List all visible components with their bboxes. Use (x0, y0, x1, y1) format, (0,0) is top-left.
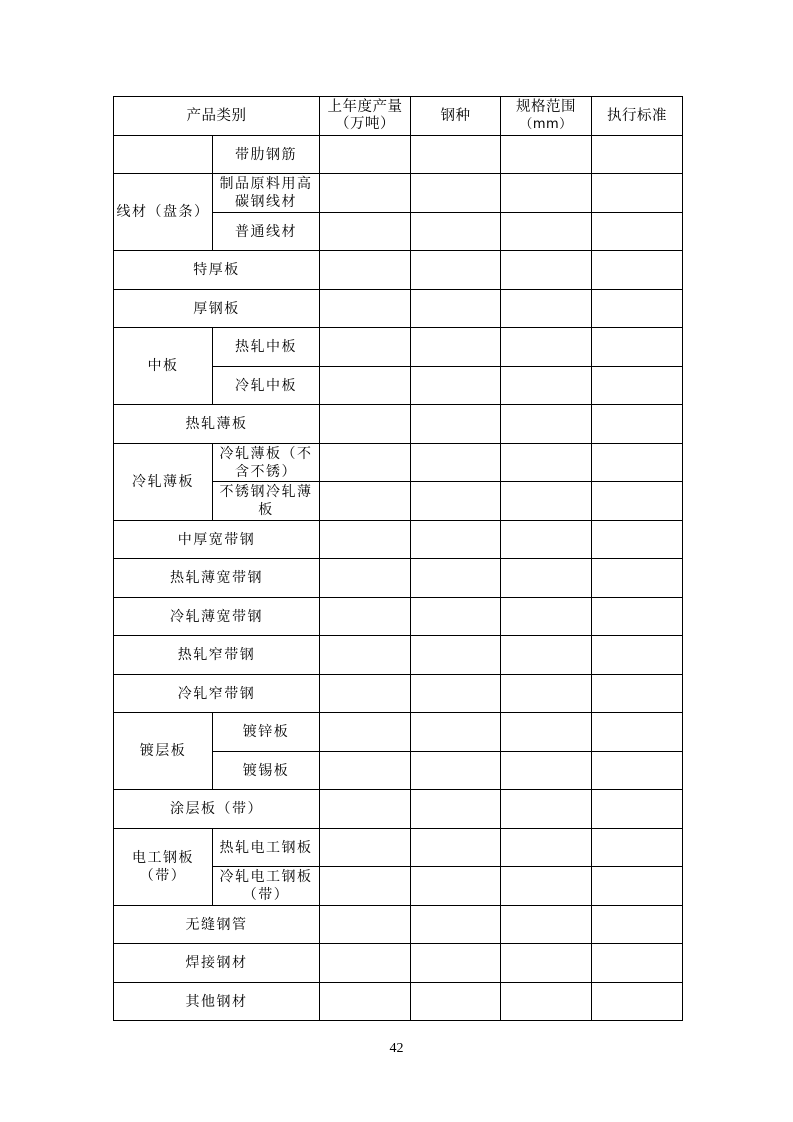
standard-cell (592, 944, 683, 983)
table-row (114, 174, 683, 213)
standard-cell (592, 251, 683, 290)
row-label: 热轧中板 (213, 328, 320, 367)
header-category: 产品类别 (114, 97, 320, 136)
standard-cell (592, 713, 683, 752)
header-spec-range-unit: （mm） (519, 117, 573, 132)
spec-range-cell (501, 290, 592, 328)
output-cell (320, 598, 411, 636)
steel-grade-cell (411, 983, 501, 1021)
standard-cell (592, 521, 683, 559)
output-cell (320, 290, 411, 328)
steel-grade-cell (411, 251, 501, 290)
steel-grade-cell (411, 944, 501, 983)
steel-products-table (113, 96, 683, 1021)
spec-range-cell (501, 559, 592, 598)
standard-cell (592, 328, 683, 367)
header-spec-range-title: 规格范围 (516, 99, 576, 115)
spec-range-cell (501, 983, 592, 1021)
spec-range-cell (501, 444, 592, 482)
standard-cell (592, 790, 683, 829)
output-cell (320, 636, 411, 675)
group-label: 中板 (114, 328, 213, 405)
steel-grade-cell (411, 444, 501, 482)
output-cell (320, 983, 411, 1021)
spec-range-cell (501, 944, 592, 983)
spec-range-cell (501, 906, 592, 944)
standard-cell (592, 559, 683, 598)
spec-range-cell (501, 213, 592, 251)
table-row (114, 559, 683, 598)
standard-cell (592, 367, 683, 405)
row-label: 镀锌板 (213, 713, 320, 752)
steel-grade-cell (411, 867, 501, 906)
output-cell (320, 213, 411, 251)
steel-grade-cell (411, 752, 501, 790)
steel-grade-cell (411, 136, 501, 174)
table-row (114, 521, 683, 559)
output-cell (320, 405, 411, 444)
table-row (114, 983, 683, 1021)
spec-range-cell (501, 790, 592, 829)
row-label: 中厚宽带钢 (114, 521, 320, 559)
standard-cell (592, 290, 683, 328)
standard-cell (592, 213, 683, 251)
standard-cell (592, 174, 683, 213)
output-cell (320, 251, 411, 290)
row-label: 冷轧窄带钢 (114, 675, 320, 713)
steel-grade-cell (411, 636, 501, 675)
spec-range-cell (501, 713, 592, 752)
output-cell (320, 174, 411, 213)
spec-range-cell (501, 482, 592, 521)
spec-range-cell (501, 367, 592, 405)
spec-range-cell (501, 867, 592, 906)
standard-cell (592, 829, 683, 867)
group-label: 电工钢板（带） (114, 829, 213, 906)
standard-cell (592, 482, 683, 521)
output-cell (320, 482, 411, 521)
row-label: 制品原料用高碳钢线材 (213, 174, 320, 213)
standard-cell (592, 906, 683, 944)
row-label: 镀锡板 (213, 752, 320, 790)
row-label: 热轧电工钢板 (213, 829, 320, 867)
row-label: 特厚板 (114, 251, 320, 290)
spec-range-cell (501, 251, 592, 290)
table-row (114, 598, 683, 636)
page-number: 42 (389, 1041, 404, 1056)
output-cell (320, 675, 411, 713)
steel-grade-cell (411, 367, 501, 405)
steel-grade-cell (411, 174, 501, 213)
table-row (114, 675, 683, 713)
table-row (114, 251, 683, 290)
standard-cell (592, 675, 683, 713)
steel-grade-cell (411, 790, 501, 829)
standard-cell (592, 444, 683, 482)
group-label: 线材（盘条） (114, 174, 213, 251)
steel-grade-cell (411, 290, 501, 328)
steel-grade-cell (411, 405, 501, 444)
output-cell (320, 829, 411, 867)
row-label: 无缝钢管 (114, 906, 320, 944)
standard-cell (592, 867, 683, 906)
table-row (114, 944, 683, 983)
header-steel-grade: 钢种 (411, 97, 501, 136)
row-label: 热轧窄带钢 (114, 636, 320, 675)
output-cell (320, 944, 411, 983)
row-label: 其他钢材 (114, 983, 320, 1021)
row-label: 热轧薄板 (114, 405, 320, 444)
steel-grade-cell (411, 829, 501, 867)
spec-range-cell (501, 174, 592, 213)
output-cell (320, 867, 411, 906)
spec-range-cell (501, 752, 592, 790)
output-cell (320, 444, 411, 482)
output-cell (320, 559, 411, 598)
row-label: 带肋钢筋 (213, 136, 320, 174)
row-label: 冷轧薄板（不含不锈） (213, 444, 320, 482)
table-row (114, 444, 683, 482)
output-cell (320, 752, 411, 790)
output-cell (320, 713, 411, 752)
spec-range-cell (501, 675, 592, 713)
standard-cell (592, 752, 683, 790)
steel-grade-cell (411, 598, 501, 636)
table-row (114, 906, 683, 944)
empty-group-cell (114, 136, 213, 174)
spec-range-cell (501, 136, 592, 174)
row-label: 冷轧薄宽带钢 (114, 598, 320, 636)
table-row (114, 405, 683, 444)
row-label: 热轧薄宽带钢 (114, 559, 320, 598)
header-row (114, 97, 683, 136)
table-row (114, 636, 683, 675)
spec-range-cell (501, 829, 592, 867)
group-label: 冷轧薄板 (114, 444, 213, 521)
standard-cell (592, 983, 683, 1021)
standard-cell (592, 405, 683, 444)
steel-grade-cell (411, 482, 501, 521)
output-cell (320, 906, 411, 944)
standard-cell (592, 598, 683, 636)
steel-grade-cell (411, 559, 501, 598)
steel-grade-cell (411, 328, 501, 367)
output-cell (320, 367, 411, 405)
standard-cell (592, 136, 683, 174)
steel-grade-cell (411, 521, 501, 559)
group-label: 镀层板 (114, 713, 213, 790)
spec-range-cell (501, 328, 592, 367)
table-row (114, 290, 683, 328)
standard-cell (592, 636, 683, 675)
steel-grade-cell (411, 713, 501, 752)
table-row (114, 328, 683, 367)
row-label: 普通线材 (213, 213, 320, 251)
row-label: 不锈钢冷轧薄板 (213, 482, 320, 521)
row-label: 冷轧中板 (213, 367, 320, 405)
output-cell (320, 521, 411, 559)
row-label: 厚钢板 (114, 290, 320, 328)
table-row (114, 136, 683, 174)
header-spec-range (501, 97, 592, 136)
spec-range-cell (501, 521, 592, 559)
output-cell (320, 328, 411, 367)
table-row (114, 829, 683, 867)
steel-grade-cell (411, 906, 501, 944)
table-row (114, 713, 683, 752)
row-label: 涂层板（带） (114, 790, 320, 829)
row-label: 焊接钢材 (114, 944, 320, 983)
spec-range-cell (501, 405, 592, 444)
row-label: 冷轧电工钢板（带） (213, 867, 320, 906)
steel-grade-cell (411, 675, 501, 713)
output-cell (320, 136, 411, 174)
table-row (114, 790, 683, 829)
header-output: 上年度产量（万吨） (320, 97, 411, 136)
output-cell (320, 790, 411, 829)
spec-range-cell (501, 598, 592, 636)
spec-range-cell (501, 636, 592, 675)
steel-grade-cell (411, 213, 501, 251)
header-standard: 执行标准 (592, 97, 683, 136)
